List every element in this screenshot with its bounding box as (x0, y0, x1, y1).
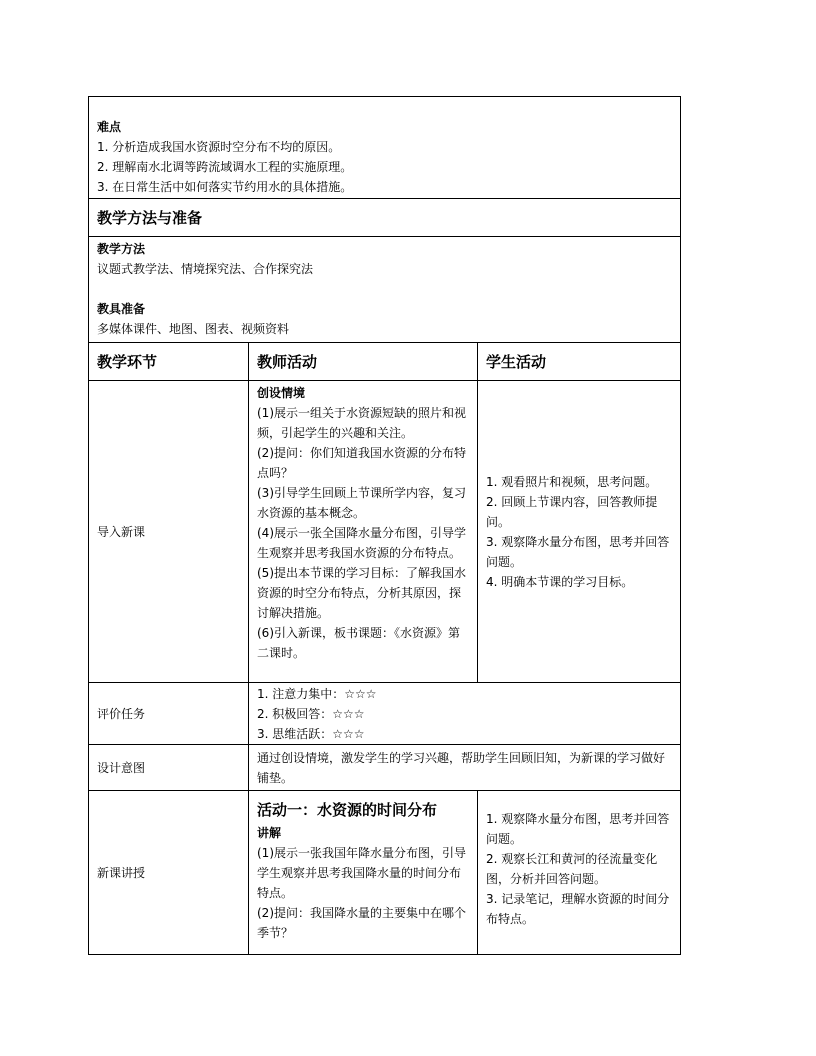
design-intent-text: 通过创设情境，激发学生的学习兴趣，帮助学生回顾旧知，为新课的学习做好铺垫。 (257, 750, 666, 785)
list-item: (2)提问：你们知道我国水资源的分布特点吗？ (257, 446, 466, 480)
difficulty-label: 难点 (97, 120, 122, 134)
stage-label: 导入新课 (97, 524, 146, 539)
tools-text: 多媒体课件、地图、图表、视频资料 (97, 322, 290, 336)
design-intent-cell (249, 745, 681, 791)
methods-heading-cell (89, 199, 681, 237)
table-row (89, 791, 681, 955)
table-header-row (89, 343, 681, 381)
student-activity-cell (478, 381, 681, 683)
list-item: 2. 观察长江和黄河的径流量变化图，分析并回答问题。 (486, 852, 658, 886)
section-heading: 教学方法与准备 (97, 208, 203, 227)
methods-row (89, 237, 681, 343)
list-item: 1. 注意力集中：☆☆☆ (257, 686, 377, 701)
evaluation-cell (249, 683, 681, 745)
header-student: 学生活动 (478, 343, 681, 381)
stage-cell (89, 745, 249, 791)
stage-cell (89, 791, 249, 955)
list-item: (5)提出本节课的学习目标：了解我国水资源的时空分布特点，分析其原因，探讨解决措施。 (257, 566, 466, 620)
list-item: 1. 分析造成我国水资源时空分布不均的原因。 (97, 140, 341, 154)
table-row (89, 381, 681, 683)
list-item: (1)展示一组关于水资源短缺的照片和视频，引起学生的兴趣和关注。 (257, 406, 466, 440)
list-item: (1)展示一张我国年降水量分布图，引导学生观察并思考我国降水量的时间分布特点。 (257, 846, 466, 900)
student-activity-cell (478, 791, 681, 955)
list-item: 3. 记录笔记，理解水资源的时间分布特点。 (486, 892, 670, 926)
list-item: 4. 明确本节课的学习目标。 (486, 574, 634, 589)
table-row (89, 683, 681, 745)
teacher-activity-cell (249, 791, 478, 955)
stage-label: 设计意图 (97, 760, 146, 775)
stage-label: 新课讲授 (97, 865, 146, 880)
list-item: 2. 积极回答：☆☆☆ (257, 706, 365, 721)
list-item: (3)引导学生回顾上节课所学内容，复习水资源的基本概念。 (257, 486, 466, 520)
tools-label: 教具准备 (97, 302, 146, 316)
difficulty-list (97, 137, 672, 197)
header-teacher: 教师活动 (249, 343, 478, 381)
list-item: 3. 思维活跃：☆☆☆ (257, 726, 365, 741)
activity-title: 活动一：水资源的时间分布 (257, 801, 438, 819)
list-item: (6)引入新课，板书课题：《水资源》第二课时。 (257, 626, 460, 660)
table-row (89, 745, 681, 791)
teacher-title: 创设情境 (257, 386, 306, 400)
header-stage: 教学环节 (89, 343, 249, 381)
difficulty-row (89, 97, 681, 199)
methods-cell (89, 237, 681, 343)
list-item: 1. 观看照片和视频，思考问题。 (486, 474, 658, 489)
methods-heading-row (89, 199, 681, 237)
methods-label: 教学方法 (97, 242, 146, 256)
stage-cell (89, 683, 249, 745)
list-item: 1. 观察降水量分布图，思考并回答问题。 (486, 812, 670, 846)
list-item: (2)提问：我国降水量的主要集中在哪个季节？ (257, 906, 466, 940)
stage-label: 评价任务 (97, 706, 146, 721)
stage-cell (89, 381, 249, 683)
list-item: 3. 观察降水量分布图，思考并回答问题。 (486, 534, 670, 569)
list-item: 2. 回顾上节课内容，回答教师提问。 (486, 494, 658, 529)
list-item: (4)展示一张全国降水量分布图，引导学生观察并思考我国水资源的分布特点。 (257, 526, 466, 560)
list-item: 3. 在日常生活中如何落实节约用水的具体措施。 (97, 180, 353, 194)
teacher-activity-cell (249, 381, 478, 683)
teacher-title: 讲解 (257, 826, 282, 840)
lesson-plan-table (88, 96, 681, 955)
methods-text: 议题式教学法、情境探究法、合作探究法 (97, 262, 314, 276)
list-item: 2. 理解南水北调等跨流域调水工程的实施原理。 (97, 160, 353, 174)
difficulty-cell (89, 97, 681, 199)
